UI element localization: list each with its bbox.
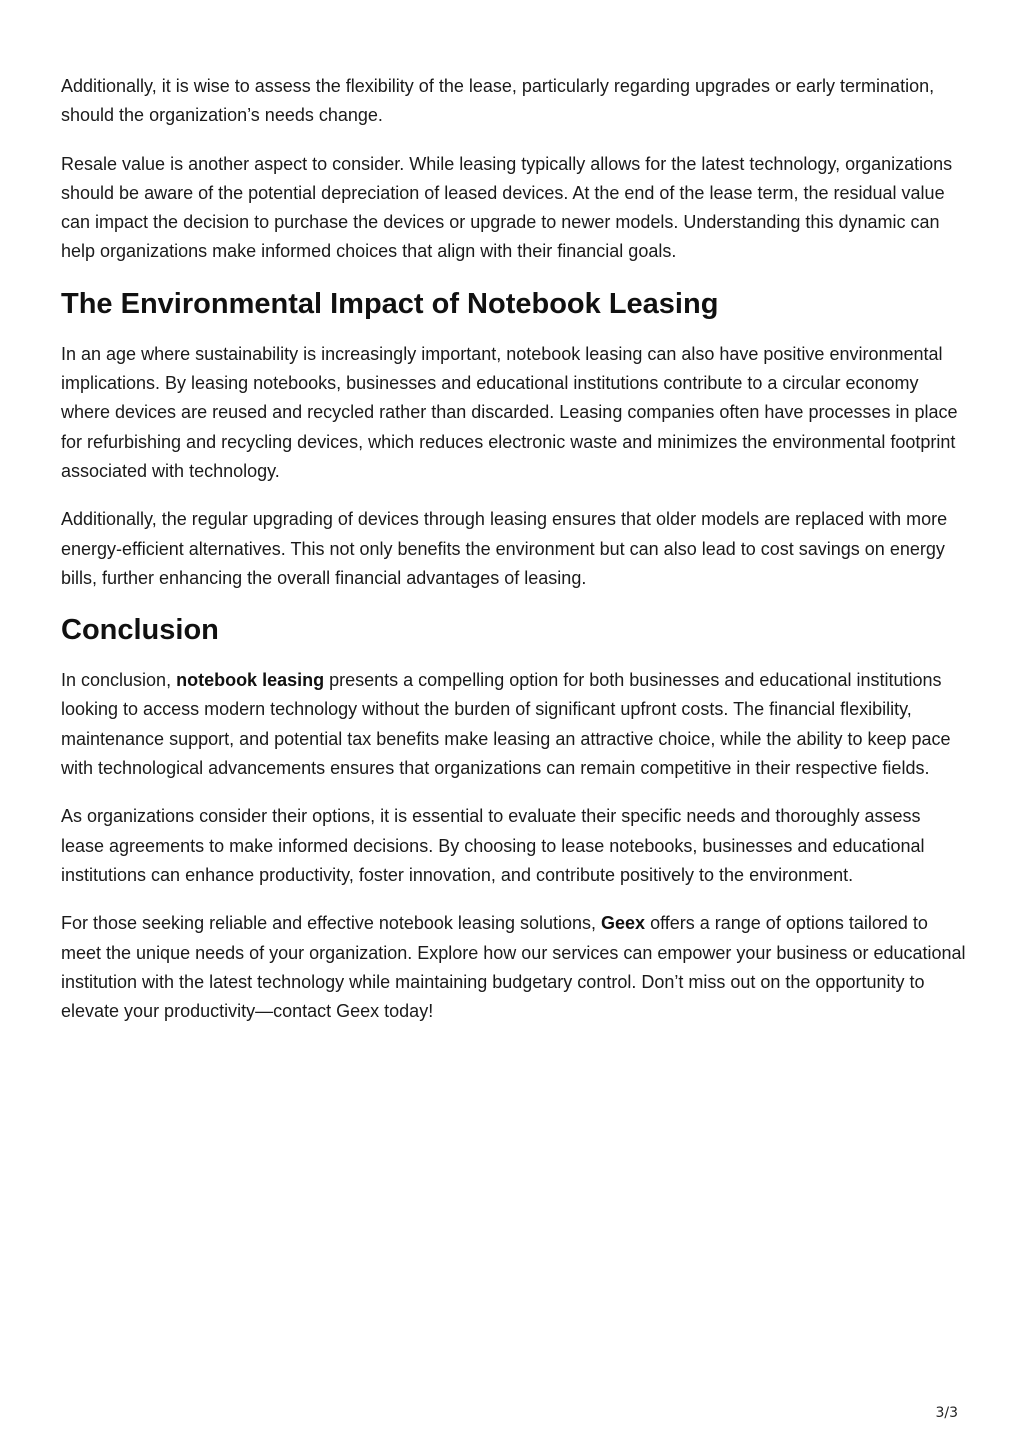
heading-environmental-impact: The Environmental Impact of Notebook Leasing [61, 287, 719, 320]
text-segment: offers a range of options tailored to meet the unique needs of your organization. Explore how our services can empower your business or educational institution with the latest technology while maintaining budgetary control. Don’t miss out on the opportunity to elevate your productivity—contact Geex today! [61, 913, 966, 1022]
text-segment: presents a compelling option for both businesses and educational institutions looking to access modern technology without the burden of significant upfront costs. The financial flexibility, maintenance support, and potential tax benefits make leasing an attractive choice, while the ability to keep pace with technological advancements ensures that organizations can remain competitive in their respective fields. [61, 670, 951, 779]
heading-conclusion: Conclusion [61, 614, 219, 647]
paragraph-lease-flexibility: Additionally, it is wise to assess the flexibility of the lease, particularly regarding upgrades or early termination, should the organization’s needs change. [61, 76, 935, 126]
bold-term-notebook-leasing: notebook leasing [176, 670, 325, 691]
document-body [61, 72, 967, 1045]
paragraph-resale-value: Resale value is another aspect to consider. While leasing typically allows for the latest technology, organizations should be aware of the potential depreciation of leased devices. At the end of the lease term, the residual value can impact the decision to purchase the devices or upgrade to newer models. Understanding this dynamic can help organizations make informed choices that align with their financial goals. [61, 153, 953, 262]
paragraph-conclusion-summary [61, 666, 967, 783]
text-segment: For those seeking reliable and effective notebook leasing solutions, [61, 913, 602, 934]
bold-brand-geex: Geex [601, 913, 646, 934]
page-number: 3/3 [935, 1405, 958, 1421]
paragraph-sustainability: In an age where sustainability is increasingly important, notebook leasing can also have positive environmental implications. By leasing notebooks, businesses and educational institutions contribute to a circular economy where devices are reused and recycled rather than discarded. Leasing companies often have processes in place for refurbishing and recycling devices, which reduces electronic waste and minimizes the environmental footprint associated with technology. [61, 343, 958, 481]
paragraph-energy-efficiency: Additionally, the regular upgrading of devices through leasing ensures that older models are replaced with more energy-efficient alternatives. This not only benefits the environment but can also lead to cost savings on energy bills, further enhancing the overall financial advantages of leasing. [61, 509, 948, 588]
paragraph-conclusion-options: As organizations consider their options, it is essential to evaluate their specific needs and thoroughly assess lease agreements to make informed decisions. By choosing to lease notebooks, businesses and educational institutions can enhance productivity, foster innovation, and contribute positively to the environment. [61, 806, 925, 885]
text-segment: In conclusion, [61, 670, 177, 691]
paragraph-conclusion-geex [61, 909, 967, 1026]
